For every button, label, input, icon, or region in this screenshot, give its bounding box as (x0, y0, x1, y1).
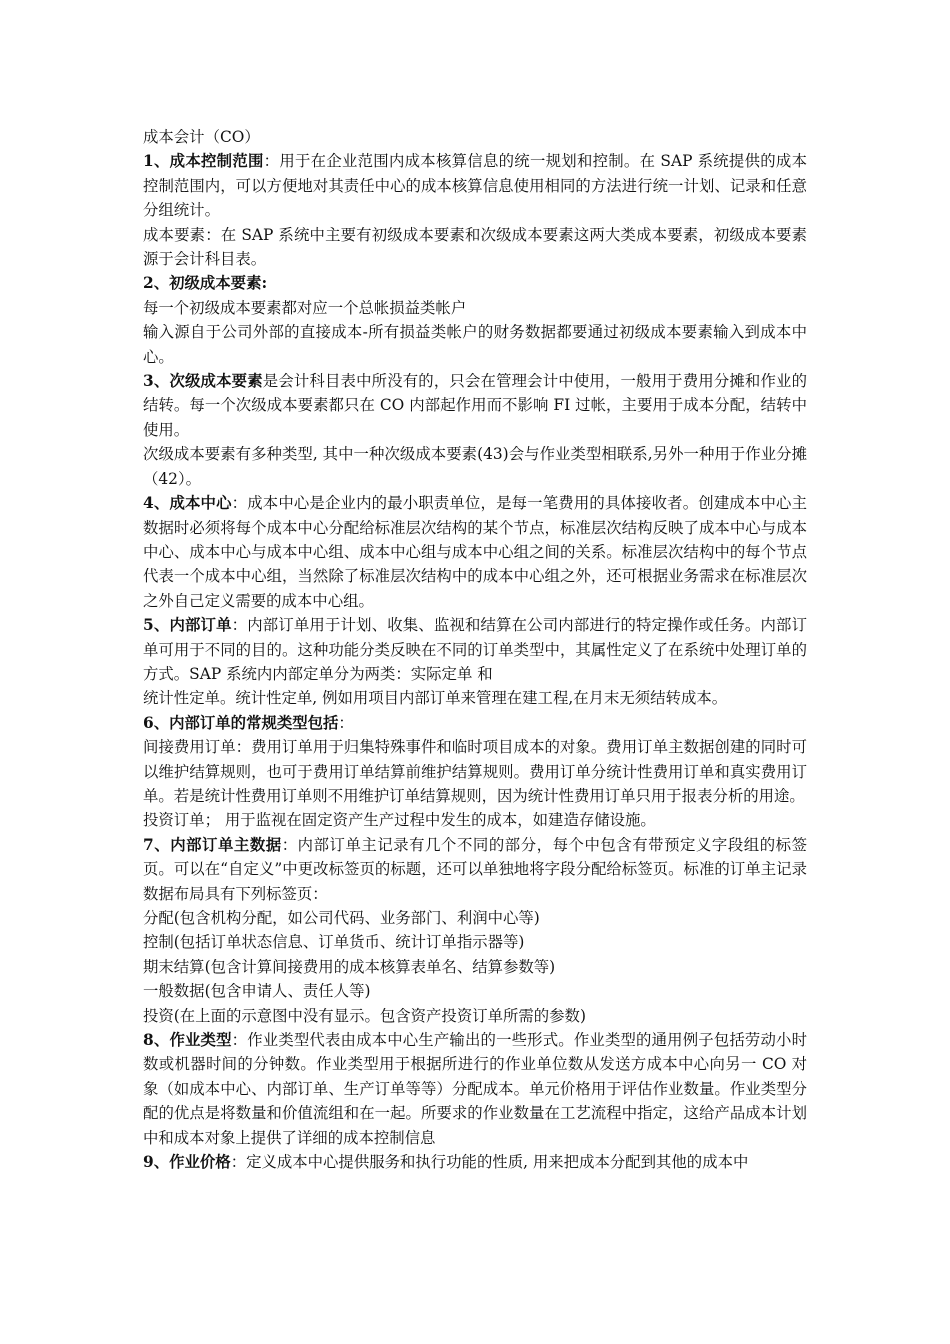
section-term: 次级成本要素 (169, 372, 263, 391)
paragraph (143, 906, 807, 930)
section-number: 3、 (143, 372, 170, 391)
paragraph (143, 1150, 807, 1174)
paragraph-text: 是会计科目表中所没有的，只会在管理会计中使用，一般用于费用分摊和作业的结转。每一个次级成本要素都只在 CO 内部起作用而不影响 FI 过帐，主要用于成本分配，结转中使用。 (143, 372, 807, 439)
section-term: 内部订单主数据 (170, 835, 282, 854)
paragraph-text: 一般数据(包含申请人、责任人等) (143, 982, 371, 1001)
paragraph-text: 投资(在上面的示意图中没有显示。包含资产投资订单所需的参数) (143, 1006, 586, 1025)
section-term: 作业价格 (169, 1153, 231, 1172)
paragraph-text: ：定义成本中心提供服务和执行功能的性质, 用来把成本分配到其他的成本中 (230, 1153, 749, 1172)
paragraph-text: ：内部订单主记录有几个不同的部分，每个中包含有带预定义字段组的标签页。可以在“自定义”中更改标签页的标题，还可以单独地将字段分配给标签页。标准的订单主记录数据布局具有下列标签页： (143, 835, 807, 903)
paragraph-text: 间接费用订单：费用订单用于归集特殊事件和临时项目成本的对象。费用订单主数据创建的同时可以维护结算规则，也可于费用订单结算前维护结算规则。费用订单分统计性费用订单和真实费用订单。若是统计性费用订单则不用维护订单结算规则，因为统计性费用订单只用于报表分析的用途。 (143, 738, 807, 805)
paragraph (143, 613, 807, 686)
section-number: 6、 (143, 713, 170, 732)
paragraph (143, 1028, 807, 1150)
paragraph (143, 442, 807, 491)
section-term: 成本中心 (169, 494, 232, 513)
section-number: 4、 (143, 494, 170, 513)
paragraph-text: 分配(包含机构分配，如公司代码、业务部门、利润中心等) (143, 909, 540, 927)
paragraph-text: 每一个初级成本要素都对应一个总帐损益类帐户 (143, 298, 467, 317)
paragraph-text: 次级成本要素有多种类型, 其中一种次级成本要素(43)会与作业类型相联系,另外一种用于作业分摊（42）。 (143, 445, 807, 488)
section-term: 内部订单 (169, 616, 232, 635)
paragraph (143, 711, 807, 735)
paragraph-text: ： (338, 713, 354, 732)
section-number: 7、 (143, 835, 171, 854)
section-term: 内部订单的常规类型包括 (169, 713, 339, 732)
document-page (143, 125, 807, 1174)
paragraph-text: 成本要素：在 SAP 系统中主要有初级成本要素和次级成本要素这两大类成本要素，初级成本要素源于会计科目表。 (143, 225, 807, 269)
paragraph (143, 223, 807, 272)
paragraph-text: 投资订单； 用于监视在固定资产生产过程中发生的成本，如建造存储设施。 (143, 811, 656, 830)
paragraph-text: ：用于在企业范围内成本核算信息的统一规划和控制。在 SAP 系统提供的成本控制范围内，可以方便地对其责任中心的成本核算信息使用相同的方法进行统一计划、记录和任意分组统计。 (143, 152, 807, 220)
paragraph (143, 833, 807, 906)
section-term: 作业类型 (169, 1031, 232, 1050)
paragraph (143, 979, 807, 1003)
paragraph (143, 955, 807, 979)
paragraph (143, 808, 807, 832)
paragraph (143, 930, 807, 954)
paragraph (143, 735, 807, 808)
section-number: 1、 (143, 152, 170, 171)
document-title: 成本会计（CO） (143, 128, 260, 146)
section-term: 初级成本要素: (169, 274, 268, 293)
paragraph-text: ：内部订单用于计划、收集、监视和结算在公司内部进行的特定操作或任务。内部订单可用于不同的目的。这种功能分类反映在不同的订单类型中，其属性定义了在系统中处理订单的方式。SAP 系统内内部定单分为两类：实际定单 和 (143, 616, 807, 683)
paragraph (143, 686, 807, 710)
paragraph (143, 149, 807, 222)
section-number: 5、 (143, 616, 170, 635)
paragraph (143, 491, 807, 613)
paragraph-text: ：成本中心是企业内的最小职责单位，是每一笔费用的具体接收者。创建成本中心主数据时必须将每个成本中心分配给标准层次结构的某个节点，标准层次结构反映了成本中心与成本中心、成本中心与成本中心组、成本中心组与成本中心组之间的关系。标准层次结构中的每个节点代表一个成本中心组，当然除了标准层次结构中的成本中心组之外，还可根据业务需求在标准层次之外自己定义需要的成本中心组。 (143, 494, 807, 610)
section-number: 8、 (143, 1031, 170, 1050)
paragraph-text: 统计性定单。统计性定单, 例如用项目内部订单来管理在建工程,在月末无须结转成本。 (143, 689, 728, 708)
paragraph-text: 输入源自于公司外部的直接成本-所有损益类帐户的财务数据都要通过初级成本要素输入到成本中心。 (143, 323, 807, 366)
paragraph (143, 296, 807, 320)
section-term: 成本控制范围 (169, 152, 264, 171)
paragraph (143, 271, 807, 295)
paragraph (143, 369, 807, 442)
paragraph (143, 320, 807, 369)
paragraph-text: 期末结算(包含计算间接费用的成本核算表单名、结算参数等) (143, 957, 556, 976)
document-body (143, 149, 807, 1174)
section-number: 9、 (143, 1153, 170, 1172)
paragraph-text: ：作业类型代表由成本中心生产输出的一些形式。作业类型的通用例子包括劳动小时数或机器时间的分钟数。作业类型用于根据所进行的作业单位数从发送方成本中心向另一 CO 对象（如成本中心、内部订单、生产订单等等）分配成本。单元价格用于评估作业数量。作业类型分配的优点是将数量和价值流组和在一起。所要求的作业数量在工艺流程中指定，这给产品成本计划中和成本对象上提供了详细的成本控制信息 (143, 1031, 807, 1147)
paragraph-text: 控制(包括订单状态信息、订单货币、统计订单指示器等) (143, 933, 525, 952)
paragraph (143, 1004, 807, 1028)
section-number: 2、 (143, 274, 170, 293)
